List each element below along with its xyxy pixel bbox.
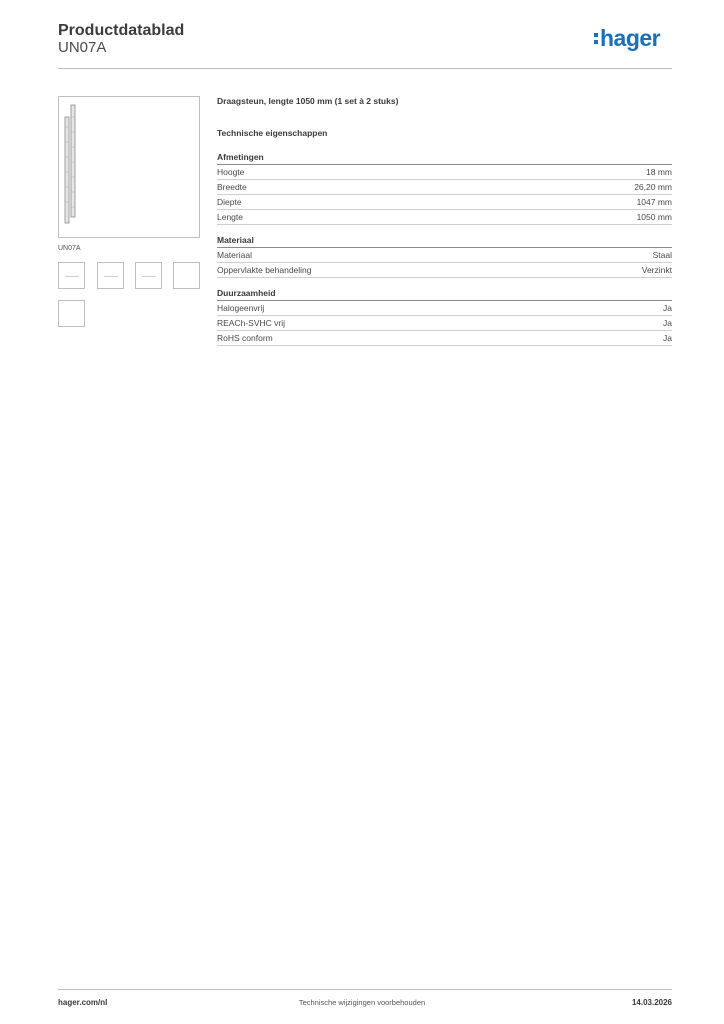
logo-dots-icon bbox=[594, 33, 598, 44]
spec-group-material bbox=[217, 235, 672, 278]
support-rail-illustration bbox=[59, 97, 199, 237]
thumbnail-1[interactable] bbox=[58, 262, 85, 289]
spec-row bbox=[217, 301, 672, 316]
spec-row bbox=[217, 195, 672, 210]
spec-label: RoHS conform bbox=[217, 333, 273, 343]
spec-value: Ja bbox=[663, 303, 672, 313]
spec-value: 26,20 mm bbox=[634, 182, 672, 192]
product-description: Draagsteun, lengte 1050 mm (1 set à 2 stuks) bbox=[217, 96, 399, 106]
spec-label: Breedte bbox=[217, 182, 247, 192]
footer-website[interactable]: hager.com/nl bbox=[58, 998, 108, 1007]
image-caption: UN07A bbox=[58, 245, 81, 252]
spec-value: 1047 mm bbox=[636, 197, 672, 207]
thumbnail-4[interactable] bbox=[173, 262, 200, 289]
spec-label: Diepte bbox=[217, 197, 242, 207]
footer-date: 14.03.2026 bbox=[631, 998, 672, 1007]
spec-row bbox=[217, 263, 672, 278]
spec-row bbox=[217, 180, 672, 195]
spec-row bbox=[217, 248, 672, 263]
group-title: Afmetingen bbox=[217, 152, 672, 165]
spec-value: Ja bbox=[663, 333, 672, 343]
thumbnail-5[interactable] bbox=[58, 300, 85, 327]
spec-label: Halogeenvrij bbox=[217, 303, 265, 313]
spec-row bbox=[217, 331, 672, 346]
spec-value: 18 mm bbox=[646, 167, 672, 177]
spec-content bbox=[217, 96, 672, 356]
spec-heading: Technische eigenschappen bbox=[217, 128, 328, 138]
group-title: Duurzaamheid bbox=[217, 288, 672, 301]
spec-row bbox=[217, 210, 672, 225]
spec-label: Oppervlakte behandeling bbox=[217, 265, 312, 275]
product-code: UN07A bbox=[58, 39, 107, 56]
footer-note: Technische wijzigingen voorbehouden bbox=[298, 998, 426, 1007]
spec-label: Lengte bbox=[217, 212, 243, 222]
spec-value: Ja bbox=[663, 318, 672, 328]
spec-value: Verzinkt bbox=[641, 265, 672, 275]
header-divider bbox=[58, 68, 672, 69]
spec-label: REACh-SVHC vrij bbox=[217, 318, 286, 328]
product-image bbox=[58, 96, 200, 238]
hager-logo bbox=[594, 27, 660, 50]
footer-divider bbox=[58, 989, 672, 990]
spec-label: Hoogte bbox=[217, 167, 245, 177]
thumbnail-2[interactable] bbox=[97, 262, 124, 289]
spec-value: 1050 mm bbox=[636, 212, 672, 222]
spec-value: Staal bbox=[652, 250, 672, 260]
logo-text: hager bbox=[600, 25, 661, 51]
spec-row bbox=[217, 165, 672, 180]
spec-group-sustainability bbox=[217, 288, 672, 346]
spec-row bbox=[217, 316, 672, 331]
thumbnail-3[interactable] bbox=[135, 262, 162, 289]
group-title: Materiaal bbox=[217, 235, 672, 248]
document-title: Productdatablad bbox=[58, 22, 185, 39]
spec-group-dimensions bbox=[217, 152, 672, 225]
spec-label: Materiaal bbox=[217, 250, 252, 260]
